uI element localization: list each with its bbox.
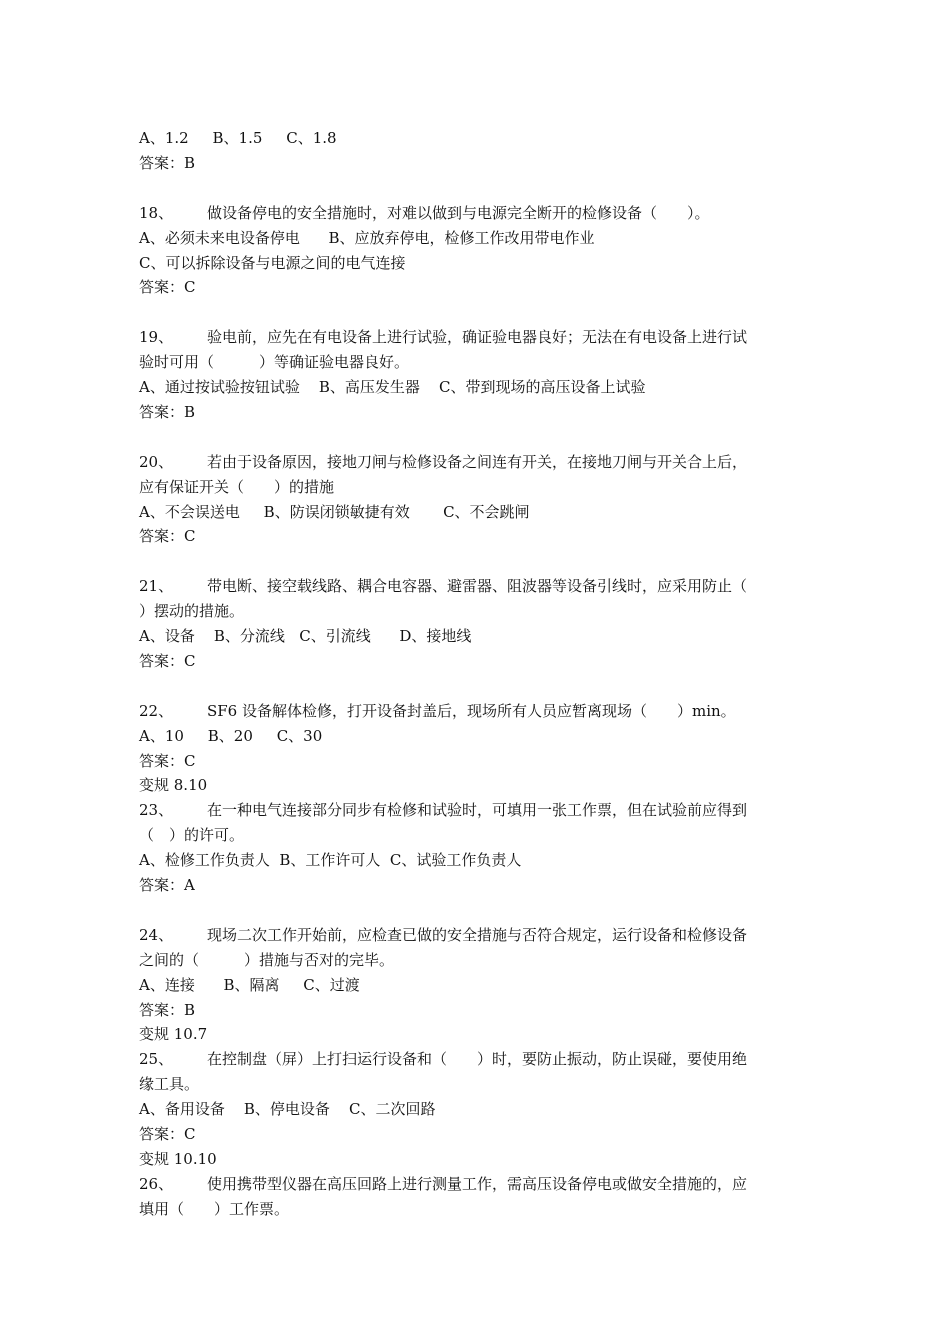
answer-line: 答案：C bbox=[139, 278, 196, 297]
text-line: 应有保证开关（ ）的措施 bbox=[139, 477, 335, 496]
answer-line: 答案：A bbox=[139, 876, 195, 894]
options-line: A、连接 B、隔离 C、过渡 bbox=[139, 975, 360, 994]
question-line bbox=[139, 1172, 819, 1197]
question-number: 20、 bbox=[139, 452, 174, 471]
question-line bbox=[139, 574, 819, 599]
question-text: 使用携带型仪器在高压回路上进行测量工作，需高压设备停电或做安全措施的，应 bbox=[207, 1174, 748, 1193]
question-number: 25、 bbox=[139, 1050, 174, 1069]
answer-line: 答案：B bbox=[139, 153, 196, 172]
reference-line: 变规 10.7 bbox=[139, 1025, 208, 1044]
question-line bbox=[139, 923, 819, 948]
reference-line: 变规 8.10 bbox=[139, 776, 208, 795]
options-line: A、通过按试验按钮试验 B、高压发生器 C、带到现场的高压设备上试验 bbox=[139, 378, 646, 396]
question-text: 验电前，应先在有电设备上进行试验，确证验电器良好；无法在有电设备上进行试 bbox=[207, 328, 748, 347]
question-line bbox=[139, 201, 819, 226]
options-line: A、1.2 B、1.5 C、1.8 bbox=[139, 129, 337, 147]
question-text: 带电断、接空载线路、耦合电容器、避雷器、阻波器等设备引线时，应采用防止（ bbox=[207, 577, 748, 596]
question-text: 现场二次工作开始前，应检查已做的安全措施与否符合规定，运行设备和检修设备 bbox=[207, 925, 748, 944]
question-number: 24、 bbox=[139, 925, 174, 944]
question-number: 21、 bbox=[139, 577, 174, 596]
text-line: 填用（ ）工作票。 bbox=[139, 1199, 290, 1218]
text-line: 之间的（ ）措施与否对的完毕。 bbox=[139, 950, 395, 969]
options-line: A、检修工作负责人 B、工作许可人 C、试验工作负责人 bbox=[139, 851, 522, 870]
question-text: 做设备停电的安全措施时，对难以做到与电源完全断开的检修设备（ ）。 bbox=[207, 203, 710, 222]
text-line: 验时可用（ ）等确证验电器良好。 bbox=[139, 353, 410, 372]
question-number: 18、 bbox=[139, 203, 174, 222]
text-line: （ ）的许可。 bbox=[139, 826, 245, 845]
question-number: 23、 bbox=[139, 801, 174, 820]
options-line: A、10 B、20 C、30 bbox=[139, 726, 323, 745]
answer-line: 答案：B bbox=[139, 402, 196, 421]
question-line bbox=[139, 325, 819, 350]
text-line: ）摆动的措施。 bbox=[139, 602, 245, 621]
question-text: SF6 设备解体检修，打开设备封盖后，现场所有人员应暂离现场（ ）min。 bbox=[207, 701, 736, 720]
options-line: C、可以拆除设备与电源之间的电气连接 bbox=[139, 253, 406, 272]
question-line bbox=[139, 450, 819, 475]
question-number: 26、 bbox=[139, 1174, 174, 1193]
options-line: A、必须未来电设备停电 B、应放弃停电，检修工作改用带电作业 bbox=[139, 228, 595, 247]
answer-line: 答案：C bbox=[139, 527, 196, 546]
answer-line: 答案：C bbox=[139, 1125, 196, 1143]
options-line: A、不会误送电 B、防误闭锁敏捷有效 C、不会跳闸 bbox=[139, 502, 530, 521]
question-text: 在控制盘（屏）上打扫运行设备和（ ）时，要防止振动，防止误碰，要使用绝 bbox=[207, 1050, 748, 1069]
options-line: A、备用设备 B、停电设备 C、二次回路 bbox=[139, 1100, 436, 1119]
text-line: 缘工具。 bbox=[139, 1075, 200, 1094]
reference-line: 变规 10.10 bbox=[139, 1149, 217, 1168]
question-number: 19、 bbox=[139, 328, 174, 347]
question-number: 22、 bbox=[139, 701, 174, 720]
answer-line: 答案：B bbox=[139, 1000, 196, 1019]
answer-line: 答案：C bbox=[139, 751, 196, 770]
options-line: A、设备 B、分流线 C、引流线 D、接地线 bbox=[139, 627, 472, 645]
question-text: 在一种电气连接部分同步有检修和试验时，可填用一张工作票，但在试验前应得到 bbox=[207, 801, 748, 820]
answer-line: 答案：C bbox=[139, 651, 196, 670]
question-text: 若由于设备原因，接地刀闸与检修设备之间连有开关，在接地刀闸与开关合上后， bbox=[207, 452, 748, 471]
question-line bbox=[139, 1047, 819, 1072]
question-line bbox=[139, 699, 819, 724]
question-line bbox=[139, 798, 819, 823]
